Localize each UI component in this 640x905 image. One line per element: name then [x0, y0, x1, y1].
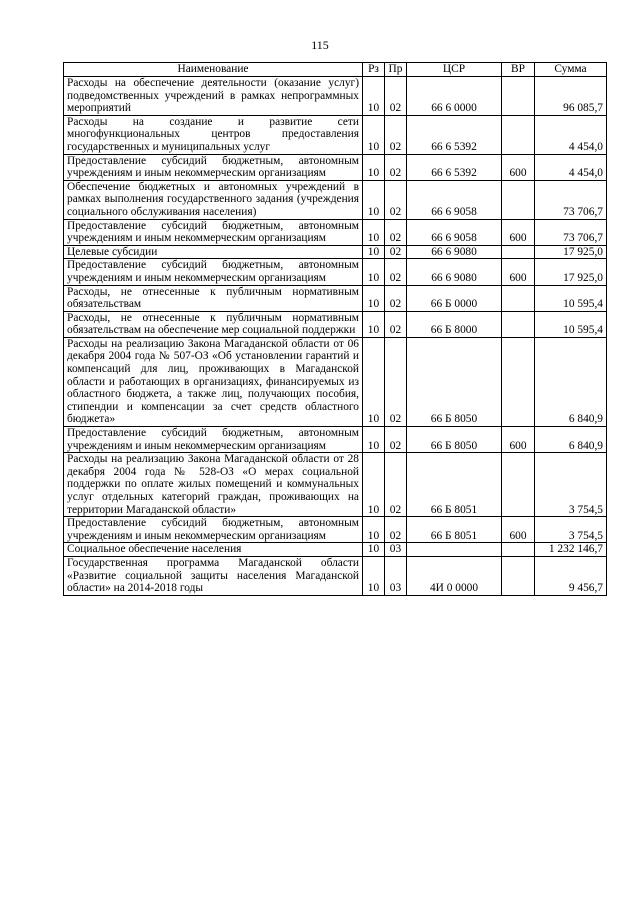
cell-sum: 6 840,9	[535, 337, 607, 426]
cell-sum: 4 454,0	[535, 154, 607, 180]
table-row	[64, 180, 607, 219]
cell-vr: 600	[502, 154, 535, 180]
cell-name: Расходы, не отнесенные к публичным нормативным обязательствам	[64, 285, 363, 311]
cell-name: Целевые субсидии	[64, 245, 363, 259]
cell-sum: 96 085,7	[535, 77, 607, 116]
cell-sum: 9 456,7	[535, 556, 607, 595]
cell-name: Расходы на обеспечение деятельности (оказание услуг) подведомственных учреждений в рамках непрограммных мероприятий	[64, 77, 363, 116]
cell-csr: 66 Б 8051	[407, 517, 502, 543]
cell-name: Государственная программа Магаданской области «Развитие социальной защиты населения Магаданской области» на 2014-2018 годы	[64, 556, 363, 595]
cell-name: Социальное обеспечение населения	[64, 543, 363, 557]
cell-sum: 73 706,7	[535, 219, 607, 245]
cell-sum: 17 925,0	[535, 259, 607, 285]
cell-sum: 3 754,5	[535, 453, 607, 517]
cell-csr: 66 6 9058	[407, 180, 502, 219]
cell-csr: 66 Б 0000	[407, 285, 502, 311]
cell-vr	[502, 115, 535, 154]
table-row	[64, 115, 607, 154]
cell-pr: 02	[385, 259, 407, 285]
cell-csr: 66 Б 8000	[407, 311, 502, 337]
cell-name: Расходы, не отнесенные к публичным нормативным обязательствам на обеспечение мер социальной поддержки	[64, 311, 363, 337]
cell-sum: 3 754,5	[535, 517, 607, 543]
cell-rz: 10	[363, 77, 385, 116]
cell-csr: 66 6 9080	[407, 259, 502, 285]
cell-vr	[502, 77, 535, 116]
cell-vr	[502, 556, 535, 595]
cell-rz: 10	[363, 115, 385, 154]
table-row	[64, 543, 607, 557]
cell-vr	[502, 311, 535, 337]
cell-csr: 66 6 5392	[407, 115, 502, 154]
cell-sum: 10 595,4	[535, 311, 607, 337]
column-header-sum: Сумма	[535, 63, 607, 77]
cell-rz: 10	[363, 311, 385, 337]
cell-pr: 03	[385, 556, 407, 595]
table-row	[64, 453, 607, 517]
cell-rz: 10	[363, 517, 385, 543]
cell-sum: 6 840,9	[535, 427, 607, 453]
cell-sum: 1 232 146,7	[535, 543, 607, 557]
table-body	[64, 77, 607, 596]
cell-pr: 02	[385, 311, 407, 337]
table-row	[64, 311, 607, 337]
cell-vr: 600	[502, 427, 535, 453]
cell-csr: 66 6 9080	[407, 245, 502, 259]
cell-csr: 66 Б 8051	[407, 453, 502, 517]
cell-pr: 02	[385, 115, 407, 154]
table-row	[64, 285, 607, 311]
cell-sum: 4 454,0	[535, 115, 607, 154]
cell-vr	[502, 180, 535, 219]
cell-name: Предоставление субсидий бюджетным, автономным учреждениям и иным некоммерческим организациям	[64, 219, 363, 245]
cell-csr: 66 6 9058	[407, 219, 502, 245]
cell-sum: 10 595,4	[535, 285, 607, 311]
column-header-csr: ЦСР	[407, 63, 502, 77]
cell-pr: 02	[385, 517, 407, 543]
cell-name: Предоставление субсидий бюджетным, автономным учреждениям и иным некоммерческим организациям	[64, 427, 363, 453]
cell-vr: 600	[502, 259, 535, 285]
cell-pr: 02	[385, 245, 407, 259]
cell-rz: 10	[363, 453, 385, 517]
column-header-pr: Пр	[385, 63, 407, 77]
cell-rz: 10	[363, 556, 385, 595]
cell-name: Предоставление субсидий бюджетным, автономным учреждениям и иным некоммерческим организациям	[64, 259, 363, 285]
cell-csr: 66 Б 8050	[407, 427, 502, 453]
cell-rz: 10	[363, 285, 385, 311]
table-header-row	[64, 63, 607, 77]
cell-rz: 10	[363, 154, 385, 180]
table-row	[64, 154, 607, 180]
cell-csr: 66 6 0000	[407, 77, 502, 116]
cell-rz: 10	[363, 219, 385, 245]
cell-name: Расходы на создание и развитие сети многофункциональных центров предоставления государственных и муниципальных услуг	[64, 115, 363, 154]
cell-pr: 02	[385, 285, 407, 311]
column-header-vr: ВР	[502, 63, 535, 77]
cell-pr: 02	[385, 337, 407, 426]
table-row	[64, 427, 607, 453]
page-number: 115	[311, 38, 329, 52]
table-row	[64, 337, 607, 426]
table-row	[64, 245, 607, 259]
cell-rz: 10	[363, 337, 385, 426]
cell-pr: 02	[385, 219, 407, 245]
cell-rz: 10	[363, 427, 385, 453]
cell-csr: 66 6 5392	[407, 154, 502, 180]
cell-rz: 10	[363, 259, 385, 285]
column-header-name: Наименование	[64, 63, 363, 77]
cell-sum: 73 706,7	[535, 180, 607, 219]
cell-vr: 600	[502, 517, 535, 543]
column-header-rz: Рз	[363, 63, 385, 77]
cell-name: Предоставление субсидий бюджетным, автономным учреждениям и иным некоммерческим организациям	[64, 154, 363, 180]
cell-pr: 02	[385, 154, 407, 180]
cell-csr: 66 Б 8050	[407, 337, 502, 426]
table-row	[64, 259, 607, 285]
cell-pr: 02	[385, 77, 407, 116]
table-row	[64, 219, 607, 245]
cell-name: Расходы на реализацию Закона Магаданской области от 28 декабря 2004 года № 528-ОЗ «О мерах социальной поддержки по оплате жилых помещений и коммунальных услуг отдельных категорий граждан, проживающих на территории Магаданской области»	[64, 453, 363, 517]
cell-name: Предоставление субсидий бюджетным, автономным учреждениям и иным некоммерческим организациям	[64, 517, 363, 543]
cell-vr	[502, 337, 535, 426]
cell-vr	[502, 285, 535, 311]
cell-rz: 10	[363, 180, 385, 219]
budget-table	[63, 62, 607, 596]
cell-rz: 10	[363, 543, 385, 557]
cell-sum: 17 925,0	[535, 245, 607, 259]
cell-vr	[502, 453, 535, 517]
cell-vr	[502, 245, 535, 259]
table-row	[64, 77, 607, 116]
cell-pr: 02	[385, 180, 407, 219]
cell-csr: 4И 0 0000	[407, 556, 502, 595]
cell-name: Расходы на реализацию Закона Магаданской области от 06 декабря 2004 года № 507-ОЗ «Об установлении гарантий и компенсаций для лиц, проживающих в Магаданской области и работающих в организациях, финансируемых из областного бюджета, а также лиц, получающих пособия, стипендии и компенсации за счет средств областного бюджета»	[64, 337, 363, 426]
table-row	[64, 556, 607, 595]
cell-pr: 02	[385, 453, 407, 517]
table-row	[64, 517, 607, 543]
cell-pr: 03	[385, 543, 407, 557]
cell-name: Обеспечение бюджетных и автономных учреждений в рамках выполнения государственного задания (учреждения социального обслуживания населения)	[64, 180, 363, 219]
cell-vr	[502, 543, 535, 557]
cell-pr: 02	[385, 427, 407, 453]
cell-csr	[407, 543, 502, 557]
cell-vr: 600	[502, 219, 535, 245]
cell-rz: 10	[363, 245, 385, 259]
